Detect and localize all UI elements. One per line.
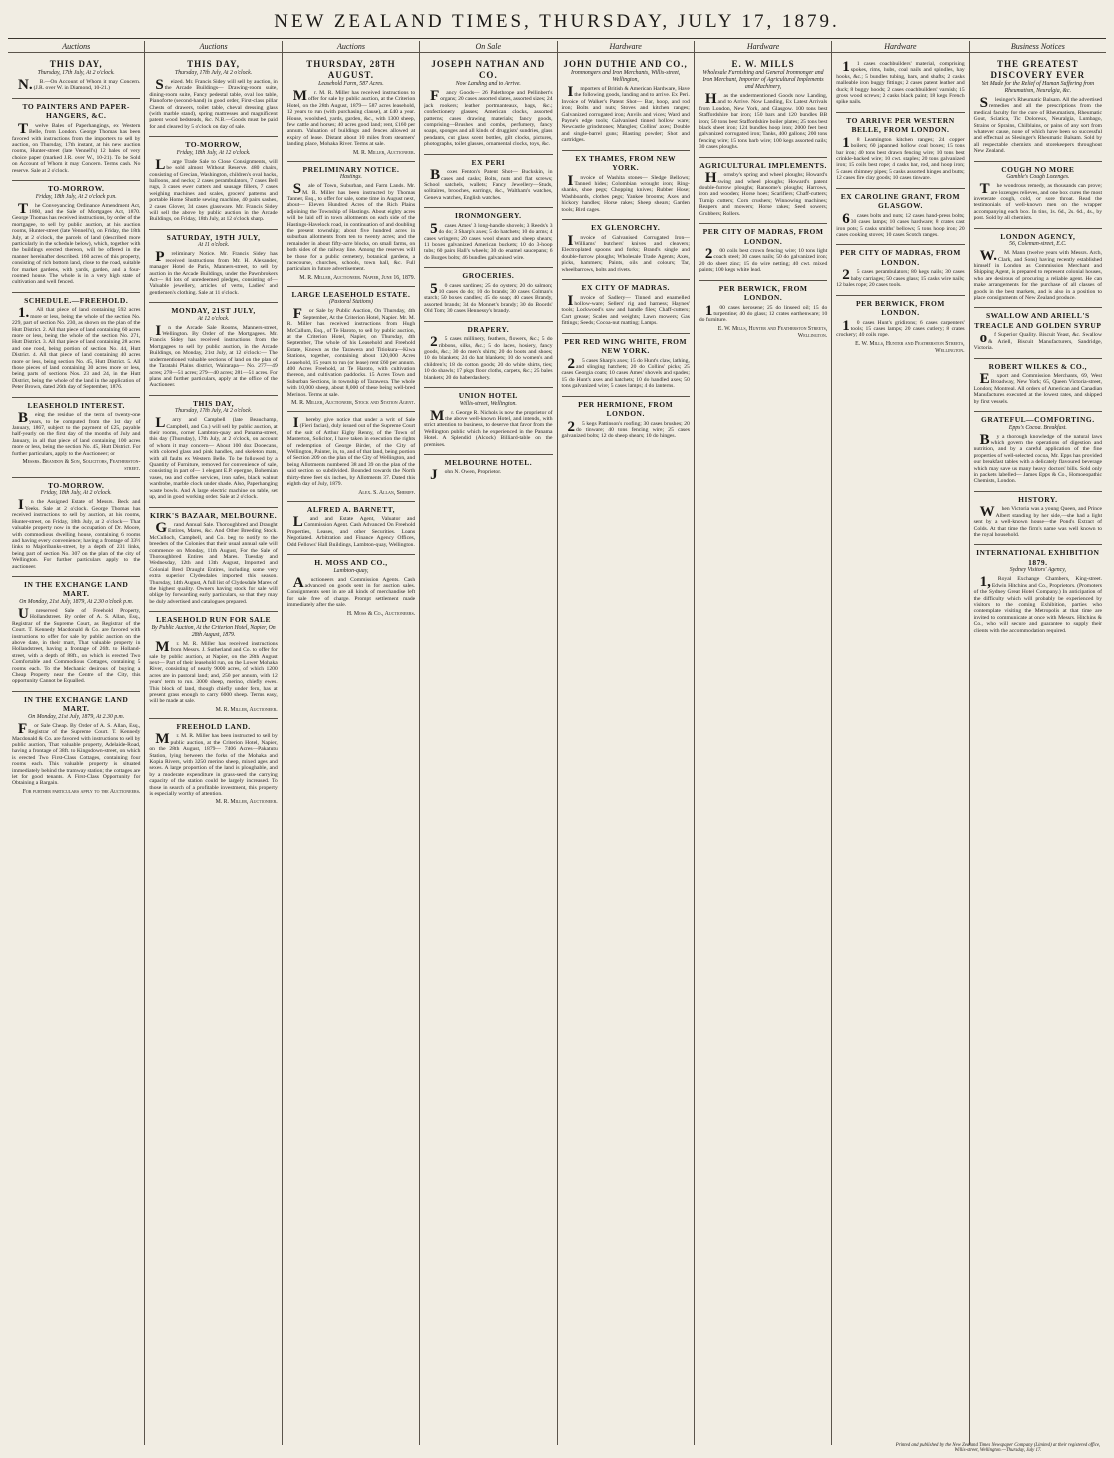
ad-subheading: (Pastoral Stations) [328, 299, 373, 306]
ad-heading: SCHEDULE.—FREEHOLD. [24, 295, 129, 305]
ad-subheading: Thursday, 17th July, At 2 o'clock. [37, 70, 115, 76]
advertisement [12, 692, 140, 800]
advertisement [12, 181, 140, 293]
ad-body: 25 cases Sharp's axes; 15 do Hunt's claw, lathing, and slinging hatchets; 20 do Collins' picks; 25 cases Georgia coats; 10 cases Ames' shovels and spades; 15 do Hunt's axes and hatchets; 10 do handled axes; 50 tons galvanized wire; 5 cases lamps; 4 do lanterns. [561, 355, 690, 390]
ad-subheading: Hastings. [339, 174, 362, 181]
ad-body: Larry and Campbell (late Beauchamp, Campbell, and Co.) will sell by public auction, at their rooms, corner Lambton-quay and Panama-street, this day (Thursday), 17th July, at 2 o'clock, on account of whom it may concern— About 100 doz Dooecans, with colored glass and pink handles, and skeleton mats, with all faults ex Western Belle. To be followed by a Quantity of Furniture, removed for convenience of sale, consisting in part of— 1 elegant E.P. epergne, Bohemian vases, tea and coffee services, iron safes, black walnut wardrobe, marble clock under shade. Also, Paperhanging waste bowls. And A large electric machine on table, set up, and in good working order. Sale at 2 o'clock. [149, 415, 278, 501]
advertisement [12, 99, 140, 181]
column-heading: Auctions [283, 41, 419, 53]
ad-body: Grand Annual Sale. Thoroughbred and Draught Entires, Mares, &c. And Other Breeding Stock. McCulloch, Campbell, and Co. beg to notify to the breeders of the Colonies that their usual annual sale will commence on Monday, 11th August, For the Sale of Thoroughbred Entires and Mares. Tuesday and Wednesday, 12th and 13th August, Imported and Colonial Bred Draught Entires, including some very extra superior Clydesdales imported this season. Thursday, 14th August, A full list of Clydesdale Mares of the highest quality. Owners having stock for sale will oblige by forwarding early particulars, so that they may be duly advertised and catalogues prepared. [149, 520, 278, 605]
ad-heading: H. MOSS AND CO., [314, 558, 388, 568]
advertisement [974, 359, 1102, 413]
ad-heading: TO PAINTERS AND PAPER-HANGERS, &C. [22, 101, 130, 121]
ad-heading: TO-MORROW. [47, 480, 105, 490]
ad-signature: For further particulars apply to the Auctioneers. [22, 788, 141, 795]
ad-signature: M. R. Miller, Auctioneer. Napier, June 16, 1879. [299, 274, 416, 281]
advertisement [974, 162, 1102, 229]
ad-heading: EX GLENORCHY. [591, 223, 661, 233]
advertisement [974, 229, 1102, 309]
masthead-title: NEW ZEALAND TIMES, THURSDAY, JULY 17, 1879. [274, 11, 840, 32]
ad-body: Large Trade Sale to Close Consignments, will be sold almost Without Reserve. 480 chairs, consisting of Grecian, Washington, children's oval backs, balloons, and necks; 2 cases perambulators, 7 cases Bell rugs, 3 cases ewer cutters and sausage fillers, 7 cases weighing machines and scales, grocers' patterns and portable Home Shuttle sewing machine, 40 pairs sashes, 2 cases Glover, 34 cases glassware. Mr. Francis Sidey will sell the above by public auction in the Arcade Buildings, on Friday, 18th July, at 12 o'clock sharp. [149, 156, 278, 223]
ad-subheading: Friday, 18th July, At 2 o'clock. [40, 490, 112, 497]
ad-body: Fancy Goods— 26 Palethrope and Pellinbert's organs; 20 cases assorted slates, assorted sizes; 24 jack rookers; leather portmanteaux, bags, &c.; confectionery glasses; American clocks, assorted patterns; cases drawing materials; fancy goods, comprising—Brushes and combs, perfumery, fancy soaps, sponges and all kinds of druggists' sundries, glass pendants, cut glass scent bottles, gilt clocks, pictures, photographs, toilet glasses, ornamental clocks, toys, &c. [424, 88, 553, 148]
ad-signature: E. W. Mills, Hunter and Featherston Streets, Wellington. [717, 325, 828, 339]
advertisement [974, 492, 1102, 546]
ad-body: Seized. Mr. Francis Sidey will sell by auction, in the Arcade Buildings— Drawing-room suite, dining-room suite, Fancy pedestal table, oval loo table, Pianoforte (second-hand) in good order, First-class pillar Chests of drawers, toilet table, cheval dressing glass (with marble stand), spring mattresses and magnificent patent wood bedsteads, &c. N.B.—Goods must be paid for and cleared by 5 o'clock on day of sale. [149, 77, 278, 130]
ad-heading: TO-MORROW. [47, 184, 105, 194]
column-4 [420, 41, 557, 1445]
ad-body: N.B.—On Account of Whom it may Concern. (J.R. over W. in Diamond, 10-21.) [18, 77, 141, 93]
ad-heading: MELBOURNE HOTEL. [444, 457, 533, 467]
ad-heading: MONDAY, 21ST JULY, [171, 306, 256, 316]
advertisement [836, 113, 964, 189]
ad-heading: PER CITY OF MADRAS, FROM LONDON. [840, 248, 961, 267]
ad-heading: HISTORY. [1018, 494, 1058, 504]
ad-heading: PER BERWICK, FROM LONDON. [718, 283, 808, 303]
advertisement [562, 220, 690, 280]
ad-body: Mr. George R. Nichols is now the proprietor of the above well-known Hotel, and intends, with strict attention to business, to deserve that favor from the Wellington public which he experienced in the Panama Hotel. A Splendid (Alcock) Billiard-table on the premises. [424, 407, 553, 448]
ad-signature: Alex. S. Allan, Sheriff. [358, 489, 416, 496]
ad-heading: TO-MORROW, [185, 140, 242, 150]
ad-body: Slesinger's Rheumatic Balsam. All the advertised remedies and all the prescriptions from the medical faculty for the cure of Rheumatism, Rheumatic Gout, Sciatica, Tic Doloreux, Neuralgia, Lumbago, Strains or Sprains, Chilblains, or pains of any sort from whatever cause, none of which have been so successful and effectual as Slesinger's Rheumatic Balsam. Sold by all respectable chemists and storekeepers throughout New Zealand. [973, 95, 1102, 155]
ad-body: 25 cases millinery, feathers, flowers, &c.; 5 do ribbons, silks, &c.; 5 do laces, hosiery, fancy goods, &c.; 30 do men's shirts; 20 do boots and shoes; 10 do blankets; 24 do hat blankets; 10 do women's and children's; 18 do cotton goods; 20 do white shirts, ties; 10 do shawls; 17 pkgs floor cloths, carpets, &c.; 25 bales blankets; 20 do haberdashery. [424, 334, 553, 381]
ad-heading: KIRK'S BAZAAR, MELBOURNE. [150, 510, 278, 520]
ad-heading: ROBERT WILKES & CO., [988, 361, 1088, 371]
ad-subheading: Leasehold Farm, 587 Acres. [318, 81, 384, 87]
ad-body: of Superior Quality. Biscuit Yeast, &c. Swallow & Ariell, Biscuit Manufacturers, Sandridge, Victoria. [973, 330, 1102, 352]
ad-body: For Sale by Public Auction, On Thursday, 4th September, At the Criterion Hotel, Napier. Mr. M. R. Miller has received instructions from Hugh McCallum, Esq., of Te Haroto, to sell by public auction, at the Criterion Hotel, Napier, on Thursday, 4th September, The whole of his Leasehold and Freehold Estate, Known as the Tarawera and Titiokura—Kiwa Stations, together, containing about 120,000 Acres Leasehold, 15 years to run (or lease) rent £60 per annum. 400 Acres Freehold, at Te Haroto, with cultivation thereon, and cultivation paddocks. 15 Acres Town and Suburban Sections, in township of Tarawera. The whole with 10,000 sheep, about 8,000 of these being well-bred Merinos. Terms at sale. [286, 306, 416, 398]
advertisement [836, 189, 964, 246]
advertisement [424, 322, 552, 388]
advertisement [149, 303, 277, 396]
column-heading: Hardware [832, 41, 968, 53]
ad-body: 25 kegs Pattinson's roofing; 30 cases brushes; 20 do tinware; 40 tons fencing wire; 25 cases galvanized bolts; 12 do sheep shears; 10 do hinges. [561, 418, 690, 440]
ad-subheading: On Monday, 21st July, 1879, At 2.30 p.m. [28, 713, 125, 720]
ad-subheading: Thursday, 17th July, At 2 o'clock. [174, 408, 253, 415]
ad-body: Invoice of Washita stones— Sledge Bellows; Tanned hides; Colombian wrought iron; Ring-shanks, shoe pegs; Chopping knives; Rubber Hose; Washboards, clothes pegs; Yankee brooms; Axes and hickory handles; Horse rakes; Sheep shears; Garden tools; Bird cages. [561, 172, 690, 213]
ad-subheading: Ironmongers and Iron Merchants, Willis-street, Wellington, [571, 70, 681, 83]
ad-signature: Messrs. Brandon & Son, Solicitors, Featherston-street. [22, 458, 141, 472]
ad-body: Ihereby give notice that under a writ of Sale (Fieri facias), duly issued out of the Supreme Court of the suit of Arthur Eighy Renny, of the Town of Masterton, Solicitor, I have taken in execution the rights of redemption of George Birder, of the City of Wellington, Painter, in, to, and of that land, being portion of Section 209 on the plan of the City of Wellington, and being Allotments numbered 38 and 39 on the plan of the said section so subdivided. Bounded towards the North thirty-three feet six inches, by Allotments 37. Dated this eighth day of July, 1879. [286, 415, 416, 488]
ad-heading: GROCERIES. [462, 271, 515, 281]
advertisement [12, 398, 140, 478]
advertisement [424, 56, 552, 155]
advertisement [12, 478, 140, 577]
advertisement [149, 56, 277, 137]
advertisement [699, 158, 827, 224]
ad-body: W.M. Mann (twelve years with Messrs. Arch, Clark, and Sons) having recently established himself in London as Commission Merchant and Shipping Agent, is prepared to represent colonial houses, who are desirous of procuring a reliable agent. He can make arrangements for the purchase of all classes of goods in the best markets, and is also in a position to place consignments of New Zealand produce. [973, 248, 1102, 301]
advertisement [149, 230, 277, 303]
advertisement [287, 502, 415, 556]
ad-heading: EX CAROLINE GRANT, FROM GLASGOW. [840, 191, 961, 211]
ad-subheading: Thursday, 17th July, At 2 o'clock. [174, 70, 253, 76]
ad-subheading: Epps's Cocoa. Breakfast. [1008, 424, 1067, 431]
column-6 [695, 41, 832, 1445]
ad-heading: THIS DAY, [49, 59, 103, 69]
advertisement [287, 412, 415, 501]
ad-subheading: Willis-street, Wellington. [459, 400, 517, 407]
ad-body: Hornsby's spring and wheel ploughs; Howard's swing and wheel ploughs; Howard's patent double-furrow ploughs; Ransome's ploughs; Harrows, iron and wooden; Horse hoes; Scarifiers; Chaff-cutters; Turnip cutters; Corn crushers; Winnowing machines; Reapers and mowers; Horse rakes; Seed sowers; Grubbers; Rollers. [698, 170, 828, 217]
ad-heading: PRELIMINARY NOTICE. [302, 164, 400, 174]
ad-heading: DRAPERY. [467, 324, 510, 334]
advertisement [562, 397, 690, 446]
ad-subheading: On Monday, 21st July, 1879, At 2.30 o'clock p.m. [19, 598, 134, 605]
ad-heading: AGRICULTURAL IMPLEMENTS. [699, 160, 827, 170]
ad-heading: IRONMONGERY. [455, 211, 522, 221]
ad-body: 10 cases Hunt's gridirons; 6 cases carpenters' tools; 15 cases lamps; 20 cases cutlery; 8 crates crockery; 40 coils rope. [836, 317, 965, 339]
advertisement [699, 56, 827, 158]
advertisement [149, 508, 277, 613]
ad-body: Being the residue of the term of twenty-one years, to be computed from the 1st day of January, 1867, subject to the payment of £25, payable half-yearly on the first day of the months of July and January, in all that piece of land containing 100 acres more or less, being the section No. 45, Hutt District. For further particulars, apply to the Auctioneer; or [12, 410, 141, 457]
column-heading: Hardware [695, 41, 831, 53]
ad-body: 1,Royal Exchange Chambers, King-street. Edwin Hitchins and Co., Proprietors. (Promoters of the Sydney Great Hotel Company.) In anticipation of the difficulty which will probably be experienced by visitors to the coming Exhibition, parties who contemplate visiting the Metropolis at that time are invited to communicate at once with Messrs. Hitchins & Co., who will secure and guarantee to supply their clients with the accommodation required. [973, 574, 1102, 634]
ad-body: 11 cases coachbuilders' material, comprising spokes, rims, hubs, coal nails and spindles, hay hooks, &c.; 5 bundles tubing, bars, and shafts; 2 casks malleable iron buggy fittings; 2 cases patent leather and duck; 8 buggy hoods; 2 cases coachbuilders' varnish; 15 gross wood screws; 2 casks black paint; 18 kegs French spike nails. [836, 59, 965, 106]
ad-heading: LEASEHOLD RUN FOR SALE [156, 615, 272, 625]
column-3 [283, 41, 420, 1445]
ad-heading: THURSDAY, 28TH AUGUST. [306, 59, 396, 80]
advertisement [149, 396, 277, 508]
ad-body: 5cases Ames' 3 long-handle shovels; 3 Reeds's 3 do do; 3 Sharp's axes; 5 do hatchets; 10 do arms; 4 cases wringers; 20 cases wool shears and sheep shears; 11 boxes galvanized American buckets; 10 do 3-hoop tubs; 60 pairs Hall's wheels; 30 do enamel saucepans; 6 do Burges bolts; 46 bundles galvanised wire. [424, 220, 553, 261]
advertisement [836, 296, 964, 359]
column-7 [832, 41, 969, 1445]
ad-body: In the Arcade Sale Rooms, Manners-street, Wellington. By Order of the Mortgagees. Mr. Francis Sidey has received instructions from the Mortgagees to sell by public auction, in the Arcade Buildings, on Monday, 21st July, at 12 o'clock:— The undermentioned valuable sections of land on the plan of the Taratahi Plains district, Wairarapa— No. 277—49 acres; 278—51 acres; 279—40 acres; 281—51 acres. For plans and further particulars, apply at the office of the Auctioneer. [149, 322, 278, 389]
advertisement [562, 56, 690, 151]
ad-heading: FREEHOLD LAND. [176, 721, 251, 731]
ad-heading: TO ARRIVE PER WESTERN BELLE, FROM LONDON. [846, 115, 955, 135]
ad-subheading: At 11 o'clock. [197, 242, 230, 249]
ad-heading: SWALLOW AND ARIELL'S TREACLE AND GOLDEN SYRUP [974, 311, 1102, 330]
ad-heading: JOHN DUTHIE AND CO., [563, 59, 688, 69]
ad-heading: EX CITY OF MADRAS. [581, 283, 670, 293]
advertisement [836, 245, 964, 295]
ad-heading: THIS DAY, [193, 398, 235, 408]
ad-body: Auctioneers and Commission Agents. Cash advanced on goods sent in for auction sales. Consignments sent in are all kinds of merchandise left for sale free of charge. Prompt settlement made immediately after the sale. [286, 574, 416, 609]
advertisement [287, 555, 415, 622]
ad-signature: M. R. Miller, Auctioneer. [215, 706, 278, 713]
advertisement [12, 56, 140, 99]
advertisement [149, 612, 277, 719]
ad-heading: EX PERI [471, 157, 506, 167]
ad-heading: THIS DAY, [187, 59, 240, 69]
advertisement [562, 151, 690, 220]
ad-subheading: Friday, 18th July, At 2 o'clock p.m. [35, 193, 117, 200]
ad-body: 1.All that piece of land containing 592 acres more or less, being the whole of the section No. 229, part of section No. 230, as shown on the plan of the Hutt District. 2. All that piece of land containing 60 acres more or less, being the whole of the section No. 271, Hutt District. 3. All that piece of land containing 28 acres and one rood, being portion of section No. 44, Hutt District. 4. All that piece of land containing 40 acres more or less, being section No. 45, Hutt District. 5. All those pieces of land containing 30 acres more or less, being parts of sections Nos. 23 and 24, in the Hutt District, being the whole of the land in the application of Peter Brown, dated 26th day of September, 1876. [12, 305, 141, 391]
ad-body: John N. Owen, Proprietor. [430, 467, 502, 484]
column-8 [970, 41, 1106, 1445]
ad-body: Invoice of Sadlery— Tinned and enamelled hollow-ware; Sellers' rig and harness; Haynes' tools; Lockwood's saw and handle files; Chaff-cutters; Cart grease; Scales and weights; Lawn mowers; Gas fittings; Seeds; Cocoa-nut matting; Lamps. [561, 292, 690, 327]
advertisement [424, 208, 552, 268]
ad-subheading: Yet Made for the Relief of Human Suffering from Rheumatism, Neuralgia, &c. [981, 81, 1095, 94]
ad-subheading: Wholesale Furnishing and General Ironmonger and Iron Merchant, Importer of Agricultural Implements and Machinery, [702, 70, 824, 90]
ad-body: 18 Leamington kitchen ranges; 24 copper boilers; 60 japanned hollow coal boxes; 15 tons bar iron; 40 tons best drawn fencing wire; 10 tons best crinkle-backed wire; 10 cwt. staples; 20 tons galvanized iron; 15 coils best rope; 4 casks bar, rod, and hoop iron; 5 cases chimney pipes; 5 casks assorted hinges and butts; 12 cases fire clay goods; 10 cases tinware. [836, 134, 965, 182]
ad-subheading: By Public Auction, At the Criterion Hotel, Napier, On 28th August, 1879. [151, 624, 276, 638]
ad-heading: ALFRED A. BARNETT, [306, 504, 395, 514]
advertisement [287, 287, 415, 412]
advertisement [149, 719, 277, 811]
ad-signature: H. Moss & Co., Auctioneers. [346, 610, 416, 617]
advertisement [12, 577, 140, 692]
ad-heading: PER RED WING WHITE, FROM NEW YORK. [564, 336, 688, 356]
advertisement [562, 334, 690, 397]
ad-subheading: Gamble's Cough Lozenges. [1006, 174, 1070, 181]
advertisement [974, 545, 1102, 640]
ad-body: Export and Commission Merchants, 69, West Broadway, New York; 65, Queen Victoria-street, London; Montreal. All orders of American and Canadian Manufactures executed at the lowest rates, and shipped by first vessels. [973, 371, 1102, 405]
ad-subheading: Now Landing and to Arrive. [455, 81, 521, 87]
ad-body: Land and Estate Agent, Valuator and Commission Agent. Cash Advanced On Freehold Properties, Leases, and other Securities. Loans Negotiated. Arbitration and Finance Agency Offices, Odd Fellows' Hall Buildings, Lambton-quay, Wellington. [286, 514, 416, 548]
ad-body: 200 coils best crown fencing wire; 10 tons light coach steel; 30 cases nails; 50 do galvanized iron; 20 do sheet zinc; 15 do wire netting; 40 cwt. mixed paints; 100 kegs white lead. [698, 246, 828, 274]
column-heading: On Sale [420, 41, 556, 53]
ad-subheading: Lambton-quay, [333, 567, 369, 574]
ad-body: By a thorough knowledge of the natural laws which govern the operations of digestion and nutrition, and by a careful application of the fine properties of well-selected cocoa, Mr. Epps has provided our breakfast tables with a delicately flavoured beverage which may save us many heavy doctors' bills. Sold only in packets labelled— James Epps & Co., Homoeopathic Chemists, London. [973, 431, 1102, 485]
ad-body: When Victoria was a young Queen, and Prince Albert standing by her side,—she had a light sent by a well-known house—the Pond's Extract of Colds. At that time the firm's name was well known to the royal household. [973, 504, 1102, 538]
ad-heading: EX THAMES, FROM NEW YORK. [575, 153, 676, 173]
column-heading: Auctions [8, 41, 144, 53]
ad-body: Sale of Town, Suburban, and Farm Lands. Mr. M. R. Miller has been instructed by Thomas Tanner, Esq., to offer for sale, some time in August next, about— Eleven Hundred Acres of the Rich Plains adjoining the Township of Hastings. About eighty acres will be laid off in town allotments on each side of the Hastings-Havelock road, in continuation of and doubling the present township; about five hundred acres in suburban allotments from ten to twenty acres; and the remainder in about fifty-acre blocks, on small farms, on both sides of the railway line. Among the reserves will be those for a public cemetery, botanical gardens, a racecourse, churches, schools, town hall, &c. Full particulars in future advertisement. [286, 181, 416, 273]
ad-body: 25 cases perambulators; 80 kegs nails; 30 cases baby carriages; 50 cases glass; 15 casks wire nails; 12 bales rope; 20 cases tools. [836, 267, 965, 289]
ad-heading: PER CITY OF MADRAS, FROM LONDON. [702, 227, 824, 246]
ad-body: The wondrous remedy, as thousands can prove; are lozenges relieves, and one box cures the most inveterate cough, cold, or sore throat. Read the testimonials of well-known men on the wrapper accompanying each box. In tins, 1s. 6d., 2s. 6d., 4s., by post. Sold by all chemists. [973, 181, 1102, 222]
ad-signature: M. R. Miller, Auctioneer. [352, 149, 416, 156]
ad-body: The Conveyancing Ordinance Amendment Act, 1860, and the Sale of Mortgages Act, 1870. George Thomas has received instructions, by order of the mortgagee, to sell by public auction, at his auction rooms, Hunter-street (late Vennell's), on Friday, the 18th July, at 2 o'clock, the parcels of land (described more particularly in the schedule below), which, together with the buildings erected thereon, will be offered in the manner hereinafter described. 160 acres of this property, consisting of rich bottom land, close to the road, suitable for market gardens, with yards, garden, and a four-roomed house. The whole is in a very high state of cultivation and well fenced. [12, 200, 141, 286]
advertisement [424, 388, 552, 455]
column-heading: Business Notices [970, 41, 1106, 53]
ad-signature: M. R. Miller, Auctioneer, Stock and Station Agent. [291, 400, 416, 407]
ad-body: Mr. M. R. Miller has received instructions from Messrs. J. Sutherland and Co. to offer for sale by public auction, at Napier, on the 28th August next— Part of their leasehold run, on the Lower Mohaka River, consisting of nearly 9000 acres, of which 1200 acres are in pastoral land; and, 250 per annum, with 12 years' term to run. 3000 sheep, merino, chiefly ewes. This block of land, though chiefly under fern, has at present grass enough to carry 6000 sheep. Terms easy, will be made at sale. [149, 638, 278, 705]
advertisement [974, 56, 1102, 162]
advertisement [699, 281, 827, 344]
column-5 [558, 41, 695, 1445]
ad-heading: THE GREATEST DISCOVERY EVER [990, 59, 1086, 80]
ad-heading: LEASEHOLD INTEREST. [27, 400, 125, 410]
ad-subheading: At 12 o'clock. [197, 315, 230, 322]
ad-heading: IN THE EXCHANGE LAND MART. [24, 694, 129, 714]
ad-subheading: 56, Coleman-street, E.C. [1009, 241, 1067, 248]
ad-body: Unreserved Sale of Freehold Property, Hollandstreet. By order of A. S. Allan, Esq., Registrar of the Supreme Court, as Registrar of the Court. T. Kennedy Macdonald & Co. are favored with instructions to offer for sale by public auction on the above date, in their mart, That valuable property in Hollandstreet, having a frontage of 26ft. to Holland-street, with a depth of 88ft., on which is erected Two Comfortable and Commodious Cottages, containing 5 rooms each. To the Mechanic desirous of buying a Cheap Property near the Centre of the City, this opportunity Cannot be Equalled. [12, 605, 141, 685]
advertisement [974, 308, 1102, 358]
ad-heading: LARGE LEASEHOLD ESTATE. [291, 289, 411, 299]
advertisement [699, 224, 827, 281]
columns [8, 41, 1106, 1445]
ad-body: Boxes Fenton's Patent Shot— Buckskin, in cases and casks; Bolts, nuts and flat screws; School satchels, wallets; Fancy Jewellery—Studs, solitaires, brooches, earrings, &c., Waltham's watches, Geneva watches, English watches. [424, 167, 553, 201]
ad-heading: GRATEFUL—COMFORTING. [981, 415, 1095, 425]
ad-heading: LONDON AGENCY, [1000, 231, 1076, 241]
advertisement [287, 56, 415, 162]
advertisement [12, 293, 140, 398]
ad-heading: INTERNATIONAL EXHIBITION 1879. [976, 548, 1100, 567]
advertisement [424, 155, 552, 209]
ad-heading: COUGH NO MORE [1001, 164, 1075, 174]
advertisement [424, 455, 552, 482]
ad-subheading: Sydney Visitors' Agency, [1009, 567, 1066, 574]
footer-imprint: Printed and published by the New Zealand Times Newspaper Company (Limited) at their registered office, Willis-street, Wellington.—Thursday, July 17. [895, 1442, 1101, 1454]
ad-body: 6cases bolts and nuts; 12 cases hand-press bolts; 30 cases lamps; 10 cases hardware; 8 crates cast iron pots; 5 casks smiths' bellows; 5 tons hoop iron; 20 cases cooking stoves; 10 cases Scotch ranges. [836, 210, 965, 238]
ad-body: Mr. M. R. Miller has received instructions to offer for sale by public auction, at the Criterion Hotel, on the 28th August, 1879— 587 acres leasehold, 12 years to run (with purchasing clause), at £40 a year. House, woolshed, yards, garden, &c., with 1300 sheep, few cattle and horses; 40 acres good land; rent, £160 per annum. Valuation of buildings and fences allowed at expiry of lease. Distant about 10 miles from steamers' landing place, Mohaka River. Terms at sale. [286, 88, 416, 148]
ad-body: 50 cases sardines; 25 do oysters; 20 do salmon; 10 cases do do; 10 do brands; 30 cases Colman's starch; 50 boxes candles; 45 do soap; 40 cases Brandy, assorted brands; 34 do Monnet's brandy; 30 do Boords' Old Tom; 30 cases Hennessy's brandy. [424, 280, 553, 315]
ad-heading: E. W. MILLS [731, 59, 795, 69]
column-heading: Auctions [145, 41, 281, 53]
advertisement [149, 137, 277, 230]
advertisement [836, 56, 964, 113]
ad-heading: PER HERMIONE, FROM LONDON. [578, 399, 674, 419]
masthead [8, 6, 1106, 39]
ad-heading: IN THE EXCHANGE LAND MART. [24, 579, 129, 599]
column-1 [8, 41, 145, 1445]
column-heading: Hardware [558, 41, 694, 53]
ad-body: 100 cases kerosene; 25 do linseed oil; 15 do turpentine; 40 do glass; 12 crates earthenware; 10 do furniture. [698, 302, 828, 324]
ad-body: For Sale Cheap. By Order of A. S. Allan, Esq., Registrar of the Supreme Court. T. Kennedy Macdonald & Co. are favored with instructions to sell by public auction, That valuable property, Adelaide-Road, having a frontage of 38ft. to Kingsdown-street, on which is erected Two First-Class Cottages, containing four rooms each. This valuable property is situated immediately behind the tramway station; the cottages are let for good tenants. A First-Class Opportunity for Obtaining a Bargain. [12, 720, 141, 787]
ad-heading: UNION HOTEL [458, 391, 518, 400]
ad-signature: M. R. Miller, Auctioneer. [215, 799, 278, 806]
ad-body: Invoice of Galvanised Corrugated Iron— Williams' butchers' knives and cleavers; Electroplated spoons and forks; Brand's single and double-furrow ploughs; Wholesale Trade Agents; Axes, picks, hammers; Paints, oils and colours; Tar, wheelbarrows, bolts and rivets. [561, 232, 690, 273]
ad-body: Importers of British & American Hardware, Have the following goods, landing and to arrive. Ex Peri. Invoice of Walker's Patent Shot— Bar, hoop, and rod iron; Bolts and nuts; Stoves and kitchen ranges; Galvanized corrugated iron; Anvils and vices; Ward and Payne's edge tools; Galvanised tinned hollow ware; Newcastle grindstones; Mangles; Collins' axes; Double and single-barrel guns; Blasting powder; Shot and cartridges. [561, 84, 690, 144]
advertisement [287, 162, 415, 287]
ad-heading: SATURDAY, 19TH JULY, [166, 232, 261, 242]
advertisement [424, 268, 552, 322]
ad-signature: E. W. Mills, Hunter and Featherston Streets, Wellington. [855, 340, 965, 354]
ad-subheading: Friday, 18th July, At 12 o'clock. [176, 149, 251, 156]
ad-body: In the Assigned Estate of Messrs. Beck and Yeeks. Sale at 2 o'clock. George Thomas has received instructions to sell by auction, at his rooms, Hunter-street, on Friday, 18th July, at 2 o'clock— That valuable property now in the occupation of Dr. Moore, with commodious dwelling house, containing 6 rooms and having every convenience; having a frontage of 33½ links to Majoribanks-street, by a depth of 231 links, being part of section No. 307 on the plan of the city of Wellington. For further particulars apply to the auctioneer. [12, 497, 141, 570]
ad-body: Has the undermentioned Goods now Landing, and to Arrive. Now Landing, Ex Latest Arrivals from London, New York, and Glasgow. 100 tons best Staffordshire bar iron; 150 bars and 120 bundles BB iron; 50 tons best Staffordshire boiler plates; 25 tons best black sheet iron; 124 bundles hoop iron; 2000 feet best galvanized corrugated iron; Tanks, 400 gallons; 200 tons fencing wire; 15 tons barb wire; 100 kegs assorted nails; 30 cases ploughs. [698, 91, 828, 151]
column-2 [145, 41, 282, 1445]
advertisement [562, 280, 690, 334]
ad-body: Mr. M. R. Miller has been instructed to sell by public auction, at the Criterion Hotel, Napier, on the 28th August, 1879— 7406 Acres—Pakatutu Station, lying between the forks of the Mohaka and Kopia Rivers, with 3250 merino sheep, mixed ages and sexes. A large proportion of the land is ploughable, and by a moderate expenditure in grass-seed the carrying capacity of the station could be largely increased. To those in search of a profitable investment, this property is especially worthy of attention. [149, 731, 278, 797]
advertisement [974, 412, 1102, 492]
ad-heading: PER BERWICK, FROM LONDON. [856, 298, 945, 318]
ad-heading: JOSEPH NATHAN AND CO. [431, 59, 546, 80]
ad-body: Preliminary Notice. Mr. Francis Sidey has received instructions from Mr. H. Alexander, manager Hotel de Paris, Manners-street, to sell by auction in the Arcade Buildings, under the Pawnbrokers Act— 84 lots of unredeemed pledges, consisting of— Valuable jewellery, articles of vertu, Ladies' and gentlemen's clothing. Sale at 11 o'clock. [149, 249, 278, 296]
ad-body: Twelve Bales of Paperhangings, ex Western Belle, from London. George Thomas has been favored with instructions from the importers to sell by auction, on Thursday, 17th instant, at his new auction rooms, Hunter-street (late Vennell's) 12 bales of very choice paper (marked J.R. over W., 10-21). To be Sold on Account of Whom it may Concern. Terms cash. No reserve. Sale at 2 o'clock. [12, 120, 141, 174]
